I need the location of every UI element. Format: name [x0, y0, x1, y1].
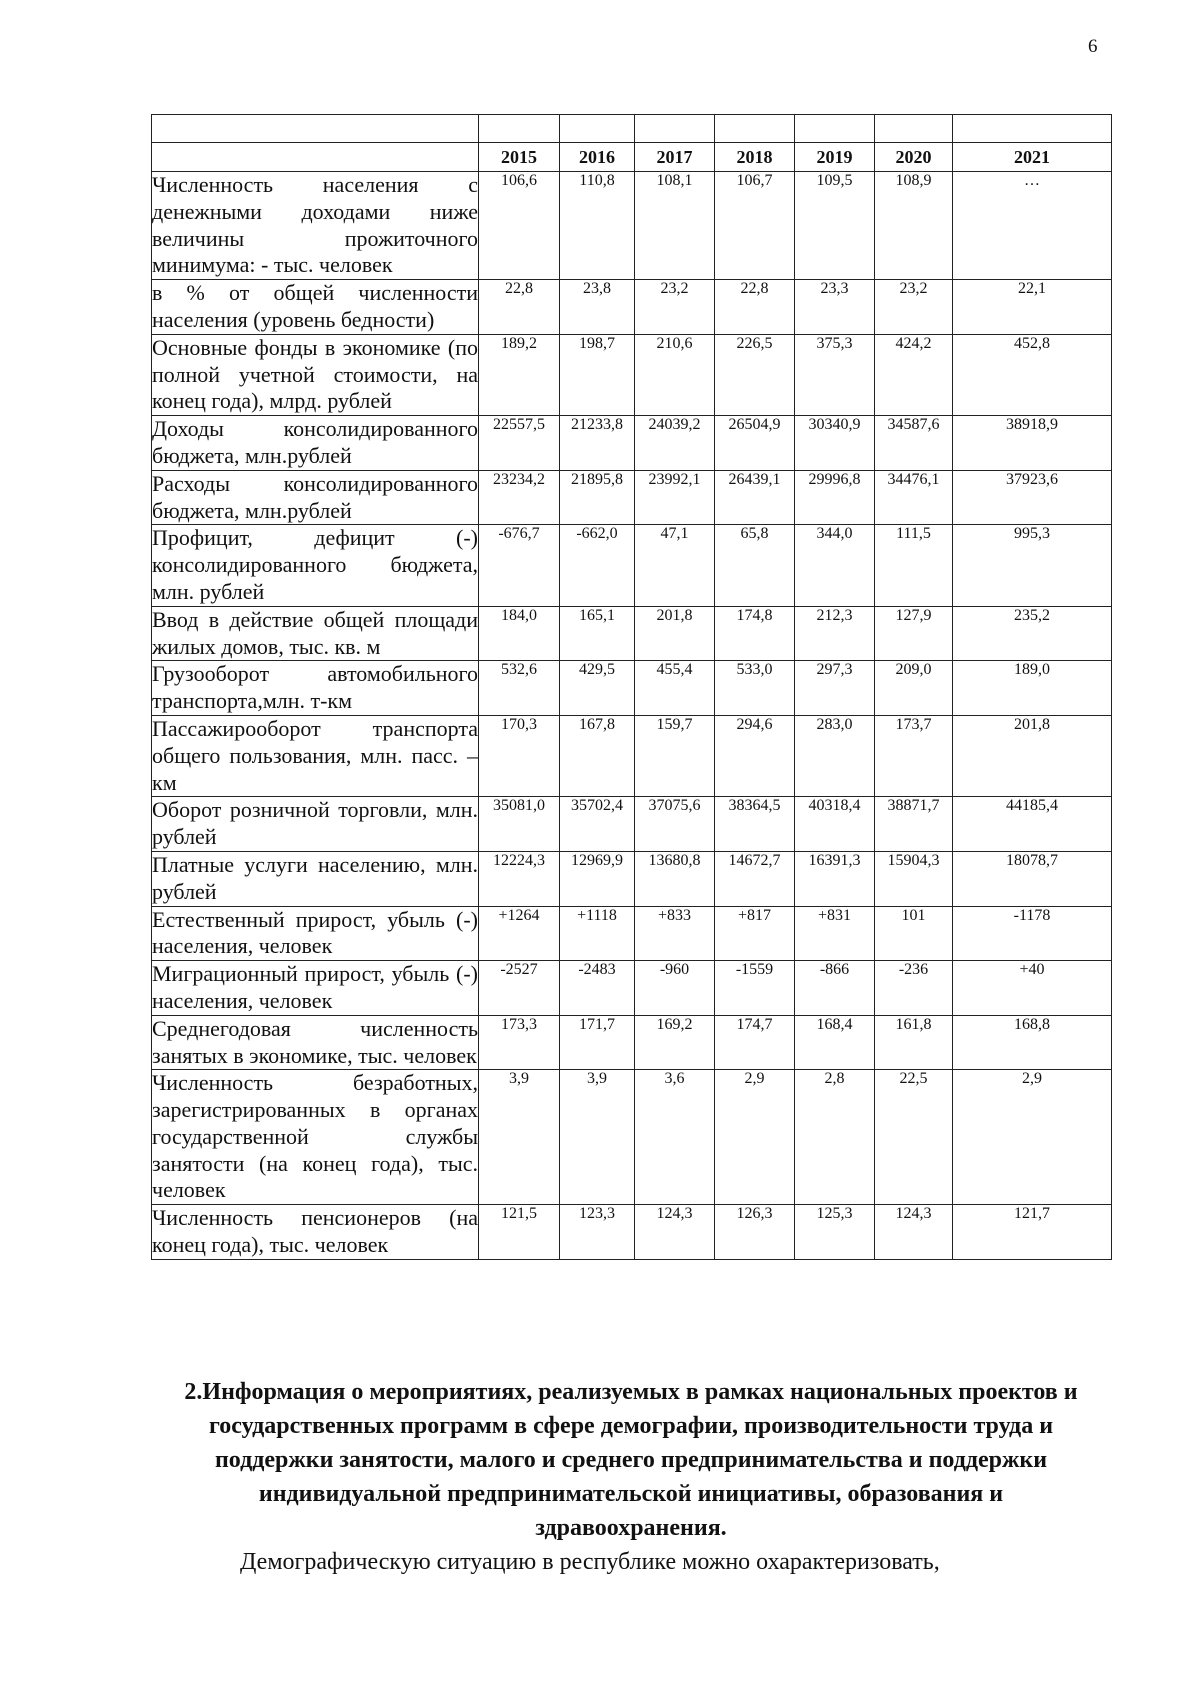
value-cell: 375,3 [795, 334, 875, 415]
value-cell: 38918,9 [953, 416, 1112, 471]
value-cell: 26439,1 [715, 470, 795, 525]
value-cell: -676,7 [479, 525, 560, 606]
row-label: Численность пенсионеров (на конец года), тыс. человек [152, 1205, 479, 1260]
table-row [152, 172, 1112, 280]
value-cell: 3,6 [635, 1070, 715, 1205]
row-label: Платные услуги населению, млн. рублей [152, 851, 479, 906]
table-row [152, 1015, 1112, 1070]
value-cell: 26504,9 [715, 416, 795, 471]
value-cell: +40 [953, 961, 1112, 1016]
row-label: Ввод в действие общей площади жилых домов, тыс. кв. м [152, 606, 479, 661]
value-cell: 198,7 [560, 334, 635, 415]
value-cell: 23,2 [635, 280, 715, 335]
header-corner-cell [152, 143, 479, 172]
value-cell: 533,0 [715, 661, 795, 716]
value-cell: 184,0 [479, 606, 560, 661]
page-number: 6 [1088, 36, 1098, 57]
value-cell: -236 [875, 961, 953, 1016]
value-cell: 165,1 [560, 606, 635, 661]
table-row [152, 525, 1112, 606]
value-cell: 111,5 [875, 525, 953, 606]
value-cell: 15904,3 [875, 851, 953, 906]
table-row [152, 606, 1112, 661]
table-row [152, 797, 1112, 852]
value-cell: 127,9 [875, 606, 953, 661]
value-cell: 995,3 [953, 525, 1112, 606]
value-cell: 2,9 [715, 1070, 795, 1205]
value-cell: 14672,7 [715, 851, 795, 906]
value-cell: 424,2 [875, 334, 953, 415]
value-cell: 201,8 [635, 606, 715, 661]
value-cell: 167,8 [560, 715, 635, 796]
value-cell: +1118 [560, 906, 635, 961]
value-cell: 123,3 [560, 1205, 635, 1260]
header-year: 2018 [715, 143, 795, 172]
value-cell: 37075,6 [635, 797, 715, 852]
value-cell: -1559 [715, 961, 795, 1016]
header-year: 2020 [875, 143, 953, 172]
value-cell: … [953, 172, 1112, 280]
value-cell: +833 [635, 906, 715, 961]
value-cell: 212,3 [795, 606, 875, 661]
value-cell: 23992,1 [635, 470, 715, 525]
value-cell: 38364,5 [715, 797, 795, 852]
value-cell: 34587,6 [875, 416, 953, 471]
header-year: 2021 [953, 143, 1112, 172]
value-cell: 294,6 [715, 715, 795, 796]
value-cell: 209,0 [875, 661, 953, 716]
row-label: Миграционный прирост, убыль (-) населения, человек [152, 961, 479, 1016]
value-cell: 22557,5 [479, 416, 560, 471]
body-paragraph: Демографическую ситуацию в республике можно охарактеризовать, [240, 1549, 940, 1575]
value-cell: 106,6 [479, 172, 560, 280]
header-year: 2019 [795, 143, 875, 172]
value-cell: 173,7 [875, 715, 953, 796]
value-cell: 12224,3 [479, 851, 560, 906]
row-label: Естественный прирост, убыль (-) населения, человек [152, 906, 479, 961]
value-cell: 22,1 [953, 280, 1112, 335]
value-cell: 210,6 [635, 334, 715, 415]
value-cell: 108,1 [635, 172, 715, 280]
value-cell: 21895,8 [560, 470, 635, 525]
value-cell: 2,8 [795, 1070, 875, 1205]
value-cell: 3,9 [479, 1070, 560, 1205]
value-cell: 189,0 [953, 661, 1112, 716]
value-cell: +831 [795, 906, 875, 961]
value-cell: +817 [715, 906, 795, 961]
value-cell: -2527 [479, 961, 560, 1016]
value-cell: 23,2 [875, 280, 953, 335]
row-label: в % от общей численности населения (уровень бедности) [152, 280, 479, 335]
value-cell: 108,9 [875, 172, 953, 280]
table-header-row [152, 143, 1112, 172]
value-cell: 532,6 [479, 661, 560, 716]
table-row [152, 416, 1112, 471]
row-label: Грузооборот автомобильного транспорта,млн. т-км [152, 661, 479, 716]
value-cell: 452,8 [953, 334, 1112, 415]
row-label: Расходы консолидированного бюджета, млн.рублей [152, 470, 479, 525]
table-row [152, 1205, 1112, 1260]
row-label: Пассажирооборот транспорта общего пользования, млн. пасс. –км [152, 715, 479, 796]
value-cell: 173,3 [479, 1015, 560, 1070]
row-label: Доходы консолидированного бюджета, млн.рублей [152, 416, 479, 471]
value-cell: 23,8 [560, 280, 635, 335]
value-cell: 344,0 [795, 525, 875, 606]
value-cell: 40318,4 [795, 797, 875, 852]
value-cell: 124,3 [875, 1205, 953, 1260]
value-cell: 121,5 [479, 1205, 560, 1260]
table-row [152, 851, 1112, 906]
value-cell: 22,5 [875, 1070, 953, 1205]
value-cell: 159,7 [635, 715, 715, 796]
value-cell: 101 [875, 906, 953, 961]
value-cell: 170,3 [479, 715, 560, 796]
value-cell: 168,8 [953, 1015, 1112, 1070]
value-cell: 124,3 [635, 1205, 715, 1260]
row-label: Среднегодовая численность занятых в экономике, тыс. человек [152, 1015, 479, 1070]
value-cell: 12969,9 [560, 851, 635, 906]
value-cell: 65,8 [715, 525, 795, 606]
value-cell: 110,8 [560, 172, 635, 280]
value-cell: 44185,4 [953, 797, 1112, 852]
value-cell: 429,5 [560, 661, 635, 716]
table-row [152, 334, 1112, 415]
value-cell: 13680,8 [635, 851, 715, 906]
value-cell: -1178 [953, 906, 1112, 961]
row-label: Профицит, дефицит (-) консолидированного бюджета, млн. рублей [152, 525, 479, 606]
value-cell: 22,8 [479, 280, 560, 335]
value-cell: 47,1 [635, 525, 715, 606]
table-row [152, 961, 1112, 1016]
value-cell: +1264 [479, 906, 560, 961]
value-cell: 22,8 [715, 280, 795, 335]
value-cell: -662,0 [560, 525, 635, 606]
value-cell: 24039,2 [635, 416, 715, 471]
statistics-table [151, 114, 1112, 1260]
section-heading: 2.Информация о мероприятиях, реализуемых в рамках национальных проектов и государственных программ в сфере демографии, производительности труда и поддержки занятости, малого и среднего предпринимательства и поддержки индивидуальной предпринимательской инициативы, образования и здравоохранения. [184, 1379, 1078, 1541]
row-label: Численность безработных, зарегистрированных в органах государственной службы занятости (на конец года), тыс. человек [152, 1070, 479, 1205]
table-row [152, 715, 1112, 796]
value-cell: 226,5 [715, 334, 795, 415]
value-cell: 189,2 [479, 334, 560, 415]
row-label: Численность населения с денежными доходами ниже величины прожиточного минимума: - тыс. человек [152, 172, 479, 280]
value-cell: 171,7 [560, 1015, 635, 1070]
value-cell: -960 [635, 961, 715, 1016]
table-row [152, 906, 1112, 961]
value-cell: 3,9 [560, 1070, 635, 1205]
value-cell: 109,5 [795, 172, 875, 280]
value-cell: 455,4 [635, 661, 715, 716]
table-blank-row [152, 115, 1112, 143]
value-cell: 174,7 [715, 1015, 795, 1070]
table-row [152, 661, 1112, 716]
value-cell: 34476,1 [875, 470, 953, 525]
value-cell: 201,8 [953, 715, 1112, 796]
value-cell: 174,8 [715, 606, 795, 661]
value-cell: 35702,4 [560, 797, 635, 852]
value-cell: 2,9 [953, 1070, 1112, 1205]
value-cell: 161,8 [875, 1015, 953, 1070]
value-cell: 38871,7 [875, 797, 953, 852]
value-cell: 30340,9 [795, 416, 875, 471]
value-cell: 16391,3 [795, 851, 875, 906]
value-cell: 37923,6 [953, 470, 1112, 525]
value-cell: -866 [795, 961, 875, 1016]
value-cell: 18078,7 [953, 851, 1112, 906]
value-cell: 23234,2 [479, 470, 560, 525]
row-label: Основные фонды в экономике (по полной учетной стоимости, на конец года), млрд. рублей [152, 334, 479, 415]
value-cell: -2483 [560, 961, 635, 1016]
value-cell: 106,7 [715, 172, 795, 280]
row-label: Оборот розничной торговли, млн. рублей [152, 797, 479, 852]
value-cell: 21233,8 [560, 416, 635, 471]
value-cell: 235,2 [953, 606, 1112, 661]
table-row [152, 280, 1112, 335]
header-year: 2016 [560, 143, 635, 172]
value-cell: 169,2 [635, 1015, 715, 1070]
value-cell: 168,4 [795, 1015, 875, 1070]
value-cell: 283,0 [795, 715, 875, 796]
header-year: 2017 [635, 143, 715, 172]
value-cell: 29996,8 [795, 470, 875, 525]
table-row [152, 1070, 1112, 1205]
value-cell: 23,3 [795, 280, 875, 335]
value-cell: 121,7 [953, 1205, 1112, 1260]
header-year: 2015 [479, 143, 560, 172]
table-row [152, 470, 1112, 525]
value-cell: 125,3 [795, 1205, 875, 1260]
value-cell: 35081,0 [479, 797, 560, 852]
value-cell: 297,3 [795, 661, 875, 716]
value-cell: 126,3 [715, 1205, 795, 1260]
